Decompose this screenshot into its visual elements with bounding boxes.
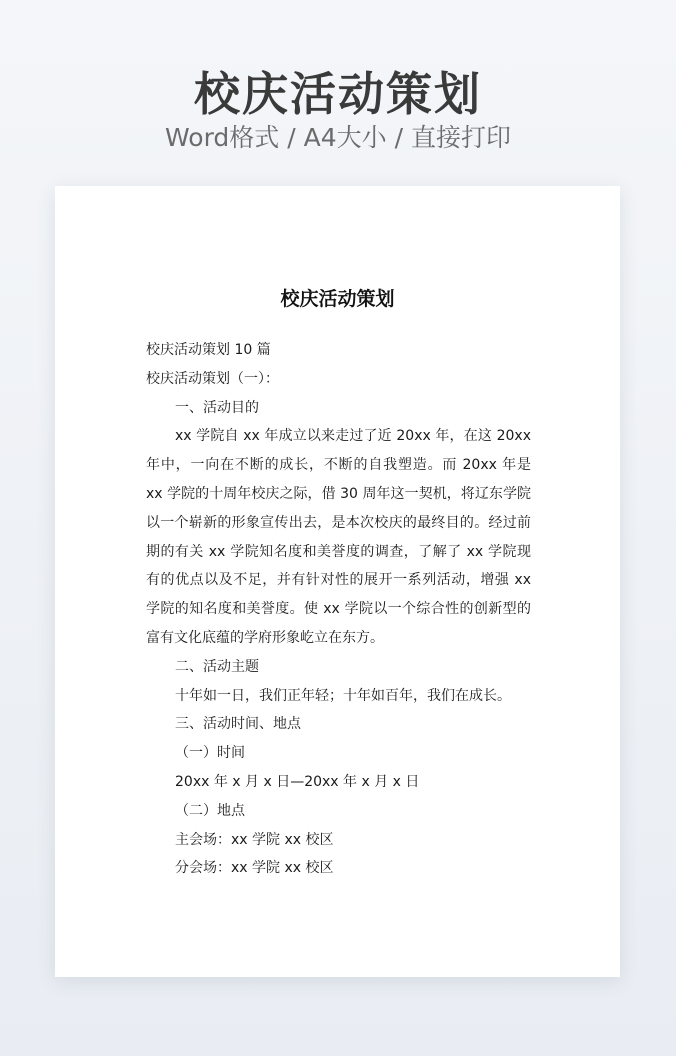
collection-heading: 校庆活动策划 10 篇 bbox=[146, 342, 271, 358]
section1-paragraph: xx 学院自 xx 年成立以来走过了近 20xx 年，在这 20xx 年中，一向在不断的成长，不断的自我塑造。而 20xx 年是 xx 学院的十周年校庆之际，借 30 周年这一契机，将辽东学院以一个崭新的形象宣传出去，是本次校庆的最终目的。经过前期的有关 xx 学院知名度和美誉度的调查，了解了 xx 学院现有的优点以及不足，并有针对性的展开一系列活动，增强 xx 学院的知名度和美誉度。使 xx 学院以一个综合性的创新型的富有文化底蕴的学府形象屹立在东方。 bbox=[146, 428, 531, 646]
section2-text: 十年如一日，我们正年轻；十年如百年，我们在成长。 bbox=[175, 687, 511, 704]
place-heading: （二）地点 bbox=[175, 802, 245, 819]
main-venue: 主会场：xx 学院 xx 校区 bbox=[175, 831, 334, 848]
document-title: 校庆活动策划 bbox=[280, 288, 395, 310]
time-heading: （一）时间 bbox=[175, 745, 245, 762]
part-heading: 校庆活动策划（一）： bbox=[146, 370, 279, 387]
document-page bbox=[55, 186, 620, 977]
section2-heading: 二、活动主题 bbox=[175, 658, 259, 675]
banner-subtitle: Word格式 / A4大小 / 直接打印 bbox=[165, 123, 511, 152]
section3-heading: 三、活动时间、地点 bbox=[175, 716, 301, 733]
document-body bbox=[146, 336, 531, 883]
branch-venue: 分会场：xx 学院 xx 校区 bbox=[175, 860, 334, 877]
section1-heading: 一、活动目的 bbox=[175, 399, 259, 416]
banner-title: 校庆活动策划 bbox=[194, 67, 482, 121]
time-text: 20xx 年 x 月 x 日—20xx 年 x 月 x 日 bbox=[175, 773, 420, 790]
